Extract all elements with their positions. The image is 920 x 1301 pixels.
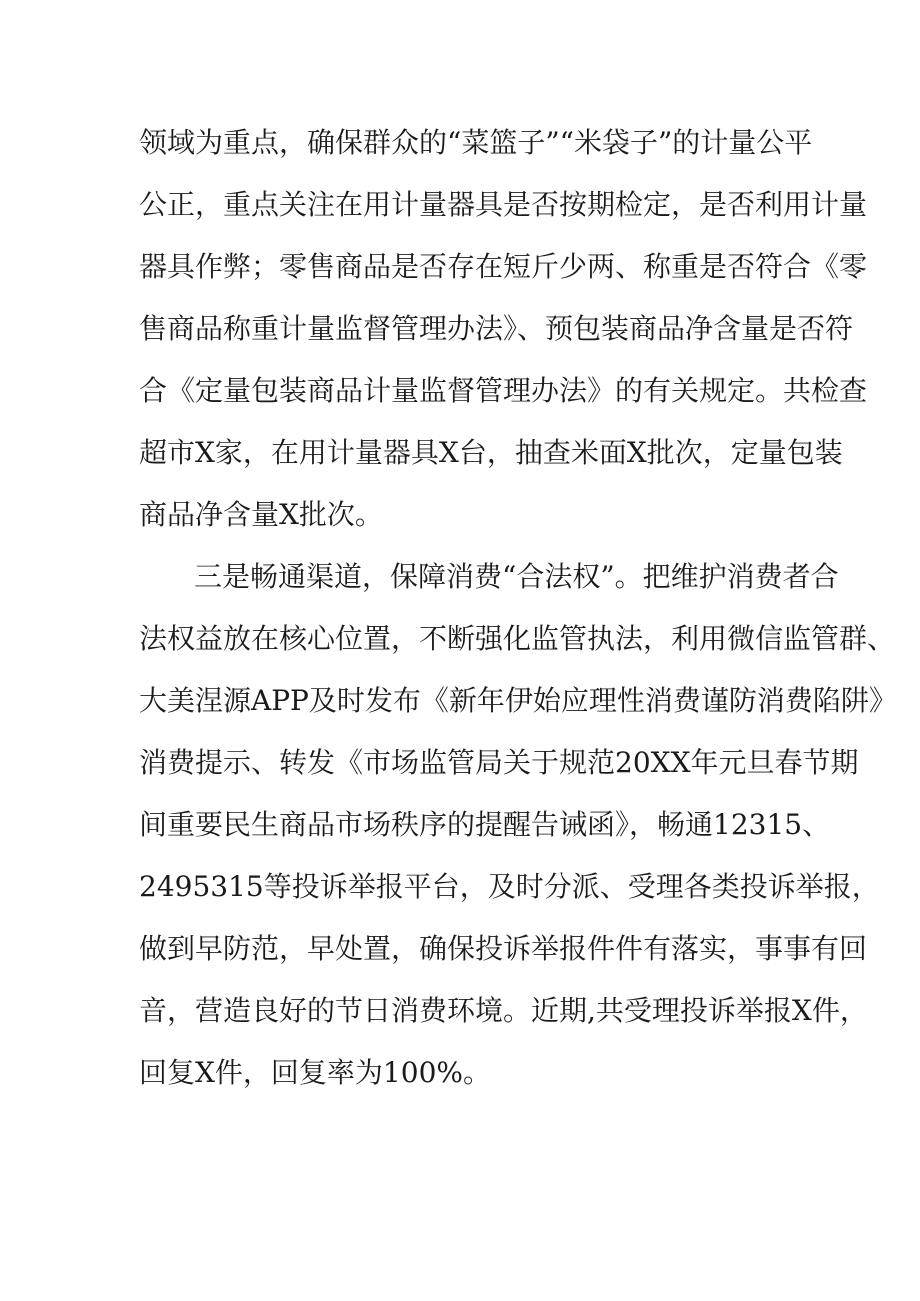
paragraph-2-line-6: 2495315等投诉举报平台，及时分派、受理各类投诉举报， [139, 870, 880, 903]
paragraph-1-line-2: 公正，重点关注在用计量器具是否按期检定，是否利用计量 [139, 188, 868, 221]
paragraph-1-line-5: 合《定量包装商品计量监督管理办法》的有关规定。共检查 [139, 374, 868, 407]
paragraph-2-line-7: 做到早防范，早处置，确保投诉举报件件有落实，事事有回 [139, 932, 868, 965]
paragraph-2-line-1: 三是畅通渠道，保障消费“合法权”。把维护消费者合 [194, 560, 839, 593]
paragraph-1-line-6: 超市X家，在用计量器具X台，抽查米面X批次，定量包装 [139, 436, 843, 469]
paragraph-1-line-4: 售商品称重计量监督管理办法》、预包装商品净含量是否符 [139, 312, 854, 345]
paragraph-2-line-9: 回复X件，回复率为100%。 [139, 1056, 491, 1089]
paragraph-1-line-3: 器具作弊；零售商品是否存在短斤少两、称重是否符合《零 [139, 250, 868, 283]
paragraph-2-line-3: 大美涅源APP及时发布《新年伊始应理性消费谨防消费陷阱》 [139, 684, 897, 717]
paragraph-1-line-7: 商品净含量X批次。 [139, 498, 383, 531]
paragraph-2-line-8: 音，营造良好的节日消费环境。近期,共受理投诉举报X件， [139, 994, 868, 1027]
paragraph-2-line-4: 消费提示、转发《市场监管局关于规范20XX年元旦春节期 [139, 746, 859, 779]
paragraph-1-line-1: 领域为重点，确保群众的“菜篮子”“米袋子”的计量公平 [139, 126, 813, 159]
paragraph-2-line-2: 法权益放在核心位置，不断强化监管执法，利用微信监管群、 [139, 622, 896, 655]
paragraph-2-line-5: 间重要民生商品市场秩序的提醒告诫函》，畅通12315、 [139, 808, 831, 841]
